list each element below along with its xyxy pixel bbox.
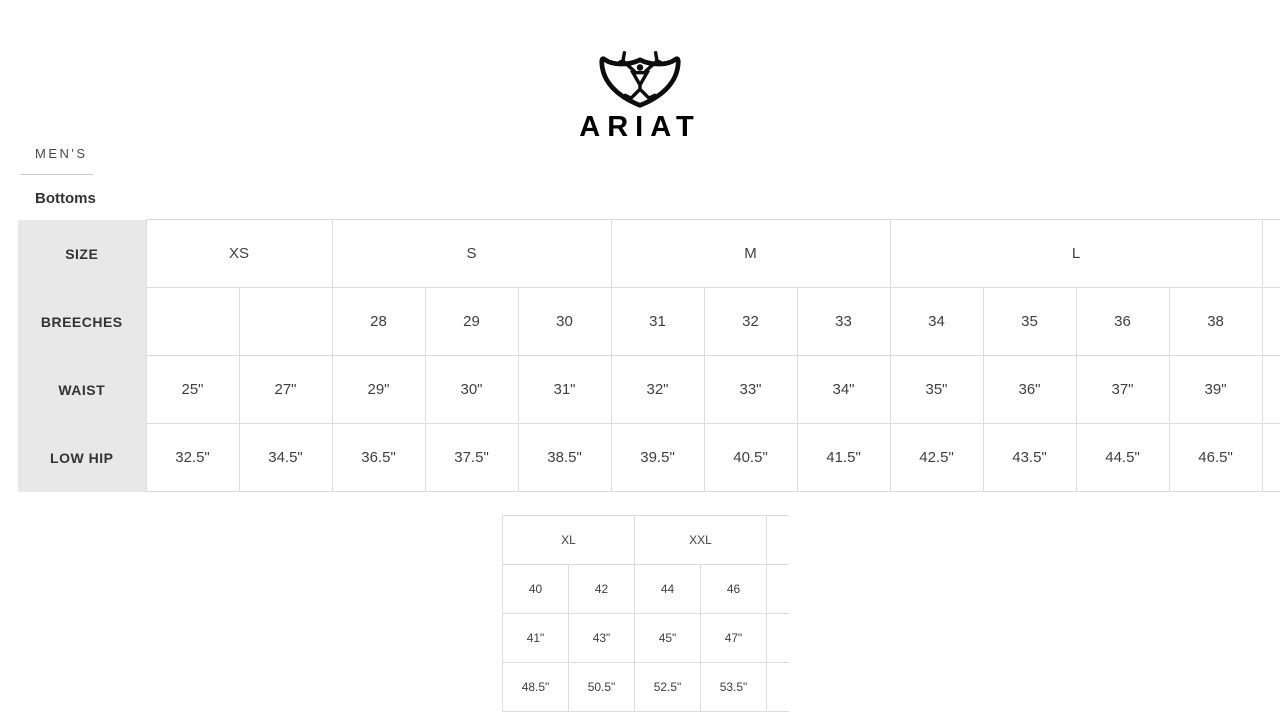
low-hip-cell: 37.5"	[425, 424, 518, 492]
row-header-low-hip: LOW HIP	[18, 424, 146, 492]
breeches-cell: 31	[611, 288, 704, 356]
overflow-size-group-row	[503, 516, 789, 565]
breeches-cell: 28	[332, 288, 425, 356]
low-hip-cell: 46.5"	[1169, 424, 1262, 492]
low-hip-cell: 32.5"	[146, 424, 239, 492]
section-title: Bottoms	[35, 190, 96, 207]
low-hip-cell: 38.5"	[518, 424, 611, 492]
row-header-size: SIZE	[18, 220, 146, 288]
overflow-breeches-row	[503, 565, 789, 614]
size-group-cutoff	[1262, 220, 1280, 288]
waist-cell: 47"	[701, 614, 767, 663]
waist-cell: 30"	[425, 356, 518, 424]
waist-cell: 35"	[890, 356, 983, 424]
breeches-row	[18, 288, 1280, 356]
breeches-cell: 30	[518, 288, 611, 356]
waist-cell: 37"	[1076, 356, 1169, 424]
size-group-s: S	[332, 220, 611, 288]
size-group-xs: XS	[146, 220, 332, 288]
low-hip-cell: 36.5"	[332, 424, 425, 492]
low-hip-cell: 44.5"	[1076, 424, 1169, 492]
ariat-shield-logo-icon[interactable]	[592, 40, 688, 110]
waist-cell: 41"	[503, 614, 569, 663]
waist-cell: 43"	[569, 614, 635, 663]
breeches-cell: 35	[983, 288, 1076, 356]
waist-cell: 31"	[518, 356, 611, 424]
low-hip-cell: 43.5"	[983, 424, 1076, 492]
size-chart-table	[18, 219, 1280, 492]
breeches-cell	[146, 288, 239, 356]
low-hip-cell: 42.5"	[890, 424, 983, 492]
breeches-cell: 33	[797, 288, 890, 356]
low-hip-cell: 53.5"	[701, 663, 767, 712]
waist-cell: 39"	[1169, 356, 1262, 424]
breeches-cell: 46	[701, 565, 767, 614]
breeches-cutoff	[1262, 288, 1280, 356]
low-hip-cell: 40.5"	[704, 424, 797, 492]
low-hip-cutoff	[1262, 424, 1280, 492]
breeches-cell: 38	[1169, 288, 1262, 356]
overflow-waist-cutoff	[767, 614, 789, 663]
category-tabs	[20, 146, 1280, 175]
brand-header	[0, 0, 1280, 144]
size-group-l: L	[890, 220, 1262, 288]
size-group-m: M	[611, 220, 890, 288]
breeches-cell	[239, 288, 332, 356]
waist-cell: 34"	[797, 356, 890, 424]
size-group-xl: XL	[503, 516, 635, 565]
low-hip-cell: 52.5"	[635, 663, 701, 712]
breeches-cell: 29	[425, 288, 518, 356]
row-header-waist: WAIST	[18, 356, 146, 424]
low-hip-cell: 34.5"	[239, 424, 332, 492]
breeches-cell: 34	[890, 288, 983, 356]
overflow-waist-row	[503, 614, 789, 663]
waist-cell: 29"	[332, 356, 425, 424]
size-group-xxl: XXL	[635, 516, 767, 565]
waist-cell: 36"	[983, 356, 1076, 424]
low-hip-cell: 50.5"	[569, 663, 635, 712]
waist-cell: 45"	[635, 614, 701, 663]
low-hip-cell: 41.5"	[797, 424, 890, 492]
row-header-breeches: BREECHES	[18, 288, 146, 356]
overflow-size-group-cutoff	[767, 516, 789, 565]
size-chart-overflow-table	[502, 515, 789, 712]
waist-cell: 27"	[239, 356, 332, 424]
breeches-cell: 36	[1076, 288, 1169, 356]
size-group-row	[18, 220, 1280, 288]
overflow-low-hip-cutoff	[767, 663, 789, 712]
overflow-breeches-cutoff	[767, 565, 789, 614]
waist-cutoff	[1262, 356, 1280, 424]
breeches-cell: 32	[704, 288, 797, 356]
tab-mens[interactable]: MEN'S	[35, 146, 88, 161]
low-hip-row	[18, 424, 1280, 492]
overflow-low-hip-row	[503, 663, 789, 712]
waist-cell: 33"	[704, 356, 797, 424]
brand-wordmark: ARIAT	[579, 111, 701, 143]
breeches-cell: 40	[503, 565, 569, 614]
waist-cell: 25"	[146, 356, 239, 424]
low-hip-cell: 39.5"	[611, 424, 704, 492]
low-hip-cell: 48.5"	[503, 663, 569, 712]
waist-row	[18, 356, 1280, 424]
breeches-cell: 44	[635, 565, 701, 614]
waist-cell: 32"	[611, 356, 704, 424]
tab-active-underline	[20, 174, 93, 175]
breeches-cell: 42	[569, 565, 635, 614]
